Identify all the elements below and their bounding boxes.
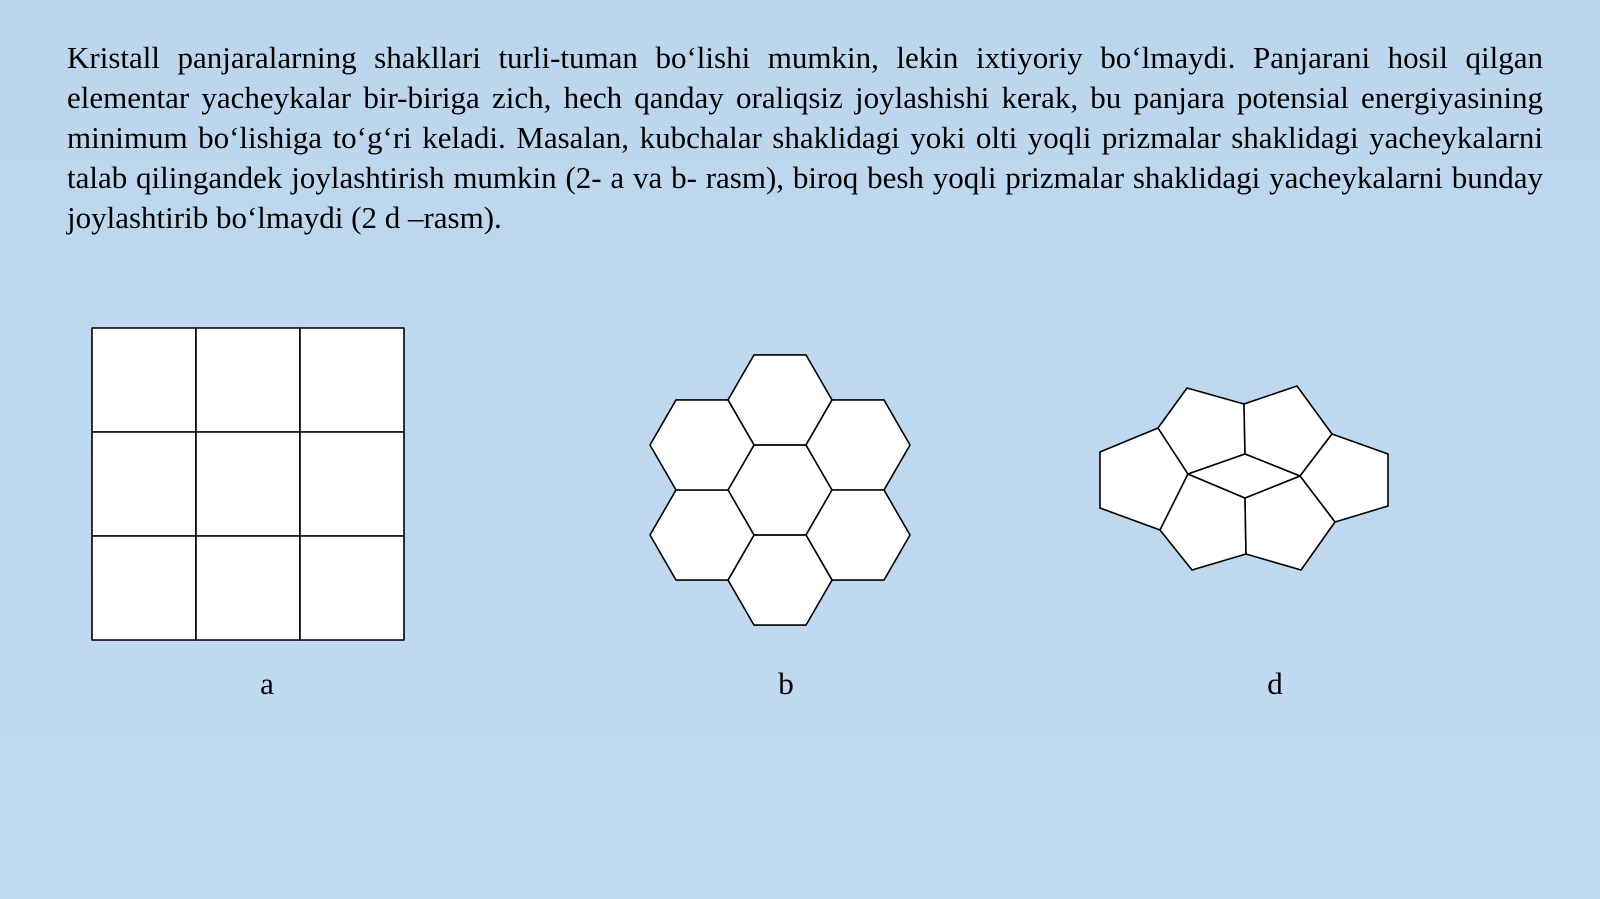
hexagon-tiling-svg: [640, 350, 920, 630]
square-cell: [300, 432, 404, 536]
square-cell: [196, 432, 300, 536]
square-cell: [92, 432, 196, 536]
square-grid-svg: [90, 326, 406, 642]
caption-b: b: [778, 666, 794, 701]
caption-d: d: [1267, 666, 1283, 701]
square-cell: [196, 536, 300, 640]
figure-a-square-grid: [90, 326, 406, 642]
square-cell: [92, 328, 196, 432]
square-cell: [196, 328, 300, 432]
square-cell: [300, 328, 404, 432]
body-paragraph: Kristall panjaralarning shakllari turli-tuman bo‘lishi mumkin, lekin ixtiyoriy bo‘lmaydi. Panjarani hosil qilgan elementar yacheykalar bir-biriga zich, hech qanday oraliqsiz joylashishi kerak, bu panjara potensial energiyasining minimum bo‘lishiga to‘g‘ri keladi. Masalan, kubchalar shaklidagi yoki olti yoqli prizmalar shaklidagi yacheykalarni talab qilingandek joylashtirish mumkin (2- a va b- rasm), biroq besh yoqli prizmalar shaklidagi yacheykalarni bunday joylashtirib bo‘lmaydi (2 d –rasm).: [67, 40, 1543, 235]
square-cell: [300, 536, 404, 640]
square-cell: [92, 536, 196, 640]
figure-b-hexagon-tiling: [640, 350, 920, 630]
figure-d-pentagon-arrangement: [1100, 380, 1400, 580]
caption-a: a: [260, 666, 274, 701]
pentagon-arrangement-svg: [1100, 380, 1400, 580]
